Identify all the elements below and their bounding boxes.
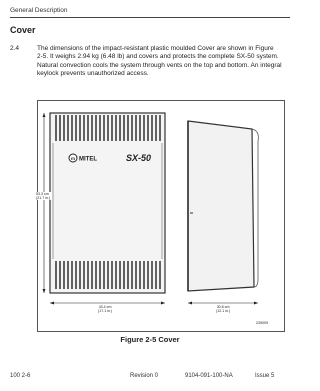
height-dimension-text: 53.3 cm (21.7 in.): [36, 192, 51, 201]
logo-text: MITEL: [79, 156, 97, 163]
cover-side-outline: [188, 121, 254, 291]
footer-page: 100 2-6: [10, 373, 31, 379]
figure-caption: Figure 2-5 Cover: [120, 335, 180, 344]
width-dimension-text: 43.4 cm (17.1 in.): [98, 305, 113, 314]
footer-doc-number: 9104-091-100-NA: [185, 373, 233, 379]
paragraph-line: The dimensions of the impact-resistant plastic moulded Cover are shown in Figure: [37, 45, 274, 52]
figure-id: 239009: [256, 321, 268, 325]
height-dimension: [43, 113, 46, 293]
section-title: Cover: [10, 25, 36, 35]
bottom-vents: [56, 261, 160, 289]
footer-issue: Issue 5: [255, 373, 275, 379]
paragraph-line: Natural convection cools the system through vents on the top and bottom. An integral: [37, 61, 282, 69]
running-header: General Description: [10, 7, 68, 14]
footer-revision: Revision 0: [130, 373, 159, 379]
paragraph-line: 2-5. It weighs 2.94 kg (6.48 lb) and covers and protects the complete SX-50 system.: [37, 53, 279, 61]
paragraph-line: keylock prevents unauthorized access.: [37, 70, 149, 78]
header-rule: [10, 17, 290, 18]
cover-drawing: [38, 101, 284, 331]
paragraph-body: [37, 45, 282, 79]
svg-text:m: m: [70, 156, 76, 161]
figure-frame: [37, 100, 285, 332]
paragraph-number: 2.4: [10, 45, 20, 52]
model-label: SX-50: [126, 153, 152, 163]
depth-dimension-text: 30.8 cm (12.1 in.): [216, 305, 231, 314]
top-vents: [56, 115, 160, 141]
